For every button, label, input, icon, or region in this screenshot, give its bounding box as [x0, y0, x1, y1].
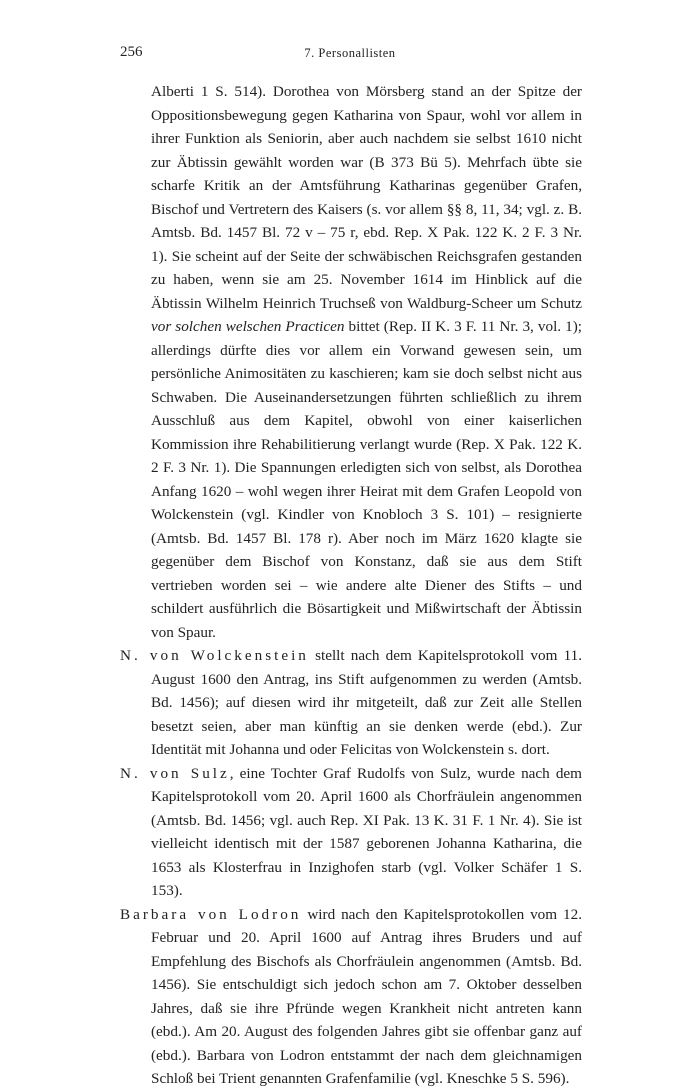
- entry-name: N. von Wolckenstein: [120, 647, 309, 664]
- entry-text: wird nach den Kapitelsprotokollen vom 12. Februar und 20. April 1600 auf Antrag ihres Bruders und auf Empfehlung des Bischofs als Chorfräulein angenommen (Amtsb. Bd. 1456). Sie entschuldigt sich jedoch schon am 7. Oktober desselben Jahres, daß sie ihre Pfründe wegen Krankheit nicht antreten kann (ebd.). Am 20. August des folgenden Jahres gibt sie offenbar ganz auf (ebd.). Barbara von Lodron entstammt der nach dem gleichnamigen Schloß bei Trient genannten Grafenfamilie (vgl. Kneschke 5 S. 596).: [151, 905, 582, 1087]
- page-number: 256: [120, 44, 143, 60]
- entry-text: , eine Tochter Graf Rudolfs von Sulz, wurde nach dem Kapitelsprotokoll vom 20. April 1600 als Chorfräulein angenommen (Amtsb. Bd. 1456; vgl. auch Rep. XI Pak. 13 K. 31 F. 1 Nr. 4). Sie ist vielleicht identisch mit der 1587 geborenen Johanna Katharina, die 1653 als Klosterfrau in Inzighofen starb (vgl. Volker Schäfer 1 S. 153).: [151, 764, 582, 899]
- continuation-paragraph: [120, 80, 582, 644]
- entry-name: N. von Sulz: [120, 764, 230, 782]
- continuation-text-2: bittet (Rep. II K. 3 F. 11 Nr. 3, vol. 1); allerdings dürfte dies vor allem ein Vorwand gewesen sein, um persönliche Animositäten zu kaschieren; kam sie doch selbst nicht aus Schwaben. Die Auseinandersetzungen führten schließlich zu ihrem Ausschluß aus dem Kapitel, obwohl von einer kaiserlichen Kommission ihre Rehabilitierung verlangt wurde (Rep. X Pak. 122 K. 2 F. 3 Nr. 1). Die Spannungen erledigten sich von selbst, als Dorothea Anfang 1620 – wohl wegen ihrer Heirat mit dem Grafen Leopold von Wolckenstein (vgl. Kindler von Knobloch 3 S. 101) – resignierte (Amtsb. Bd. 1457 Bl. 178 r). Aber noch im März 1620 klagte sie gegenüber dem Bischof von Konstanz, daß sie aus dem Stift vertrieben worden sei – wie andere alte Diener des Stifts – und schildert ausführlich die Bösartigkeit und Mißwirtschaft der Äbtissin von Spaur.: [151, 318, 582, 641]
- entry-lodron: [120, 903, 582, 1091]
- entry-name: Barbara von Lodron: [120, 905, 302, 923]
- page-body: [120, 80, 582, 1091]
- running-head: 7. Personallisten: [304, 46, 396, 60]
- page-header: [120, 44, 580, 68]
- continuation-text-1: Alberti 1 S. 514). Dorothea von Mörsberg stand an der Spitze der Oppositionsbewegung gegen Katharina von Spaur, wohl vor allem in ihrer Funktion als Seniorin, aber auch nachdem sie selbst 1610 nicht zur Äbtissin gewählt worden war (B 373 Bü 5). Mehrfach übte sie scharfe Kritik an der Amtsführung Katharinas gegenüber Grafen, Bischof und Vertretern des Kaisers (s. vor allem §§ 8, 11, 34; vgl. z. B. Amtsb. Bd. 1457 Bl. 72 v – 75 r, ebd. Rep. X Pak. 122 K. 2 F. 3 Nr. 1). Sie scheint auf der Seite der schwäbischen Reichsgrafen gestanden zu haben, wenn sie am 25. November 1614 im Hinblick auf die Äbtissin Wilhelm Heinrich Truchseß von Waldburg-Scheer um Schutz: [151, 83, 582, 312]
- entry-wolckenstein: [120, 644, 582, 762]
- entry-sulz: [120, 762, 582, 903]
- quoted-phrase: vor solchen welschen Practicen: [151, 318, 345, 335]
- entry-text: stellt nach dem Kapitelsprotokoll vom 11. August 1600 den Antrag, ins Stift aufgenommen zu werden (Amtsb. Bd. 1456); auf diesen wird ihr mitgeteilt, daß zur Zeit alle Stellen besetzt seien, aber man künftig an sie denken werde (ebd.). Zur Identität mit Johanna und oder Felicitas von Wolckenstein s. dort.: [151, 647, 582, 758]
